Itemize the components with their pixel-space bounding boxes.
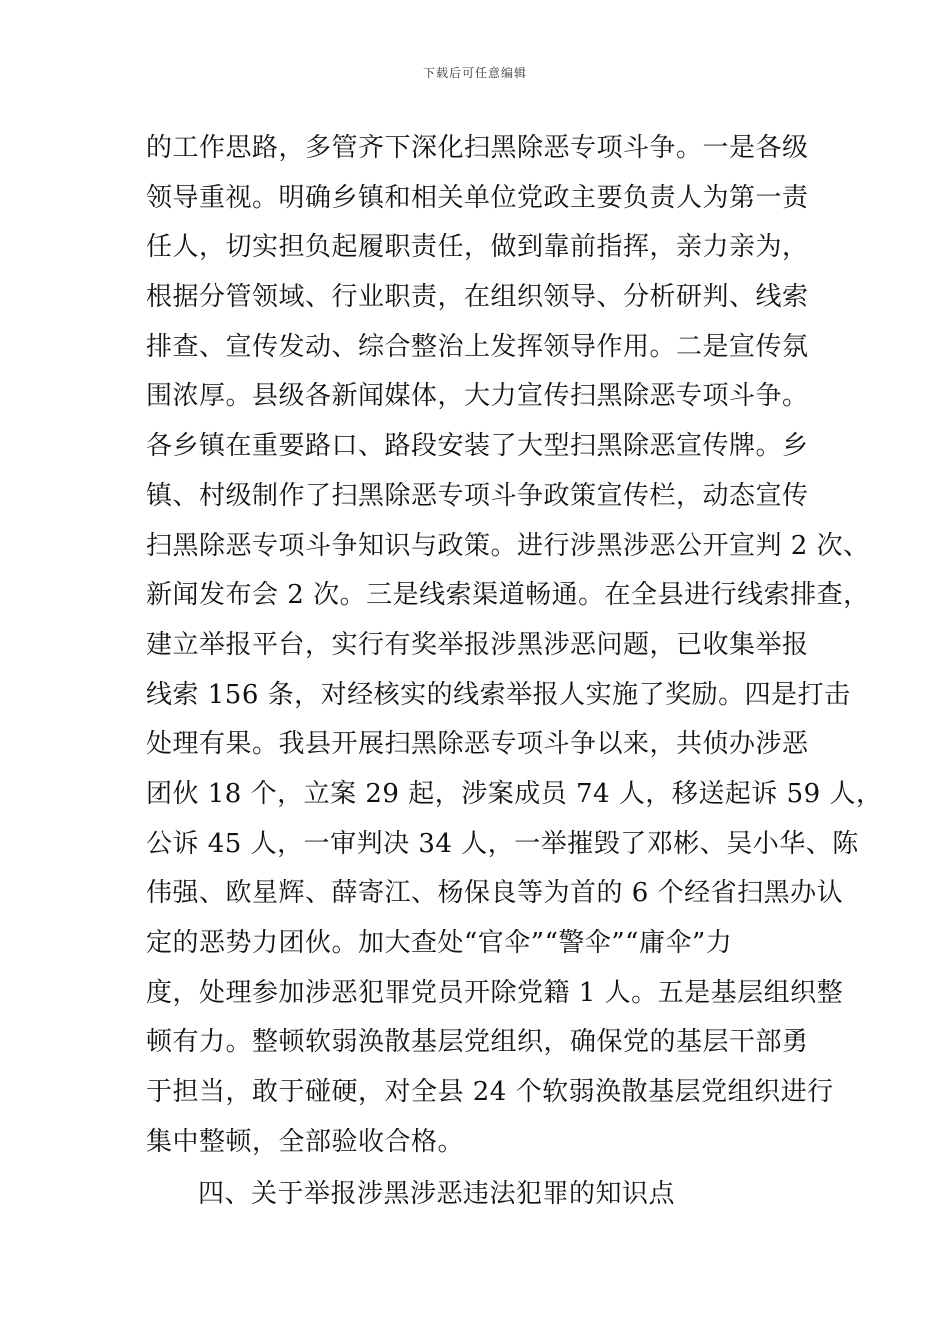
paragraph-line: 建立举报平台，实行有奖举报涉黑涉恶问题，已收集举报 xyxy=(146,629,809,660)
paragraph-line: 顿有力。整顿软弱涣散基层党组织，确保党的基层干部勇 xyxy=(146,1027,809,1058)
paragraph-line: 线索 156 条，对经核实的线索举报人实施了奖励。四是打击 xyxy=(146,679,851,710)
section-heading: 四、关于举报涉黑涉恶违法犯罪的知识点 xyxy=(198,1179,676,1209)
paragraph-line: 公诉 45 人，一审判决 34 人，一举摧毁了邓彬、吴小华、陈 xyxy=(146,828,859,859)
paragraph-line: 各乡镇在重要路口、路段安装了大型扫黑除恶宣传牌。乡 xyxy=(146,431,809,462)
paragraph-line: 伟强、欧星辉、薛寄江、杨保良等为首的 6 个经省扫黑办认 xyxy=(146,878,844,909)
paragraph-line: 扫黑除恶专项斗争知识与政策。进行涉黑涉恶公开宣判 2 次、 xyxy=(146,530,870,561)
paragraph-line: 处理有果。我县开展扫黑除恶专项斗争以来，共侦办涉恶 xyxy=(146,729,809,760)
paragraph-line: 任人，切实担负起履职责任，做到靠前指挥，亲力亲为， xyxy=(146,232,809,263)
body-paragraph xyxy=(146,124,883,1167)
paragraph-line: 新闻发布会 2 次。三是线索渠道畅通。在全县进行线索排查， xyxy=(146,580,870,611)
paragraph-line: 定的恶势力团伙。加大查处“官伞”“警伞”“庸伞”力 xyxy=(146,928,733,958)
paragraph-line: 排查、宣传发动、综合整治上发挥领导作用。二是宣传氛 xyxy=(146,331,809,362)
paragraph-line: 于担当，敢于碰硬，对全县 24 个软弱涣散基层党组织进行 xyxy=(146,1077,834,1108)
page-header: 下载后可任意编辑 xyxy=(422,66,527,80)
paragraph-line: 度，处理参加涉恶犯罪党员开除党籍 1 人。五是基层组织整 xyxy=(146,977,844,1008)
paragraph-line: 镇、村级制作了扫黑除恶专项斗争政策宣传栏，动态宣传 xyxy=(146,480,809,511)
paragraph-line: 的工作思路，多管齐下深化扫黑除恶专项斗争。一是各级 xyxy=(146,133,809,163)
paragraph-line: 领导重视。明确乡镇和相关单位党政主要负责人为第一责 xyxy=(146,182,809,213)
paragraph-line: 围浓厚。县级各新闻媒体，大力宣传扫黑除恶专项斗争。 xyxy=(146,381,809,412)
paragraph-line: 团伙 18 个，立案 29 起，涉案成员 74 人，移送起诉 59 人， xyxy=(146,778,883,809)
paragraph-line: 集中整顿，全部验收合格。 xyxy=(146,1126,465,1157)
paragraph-line: 根据分管领域、行业职责，在组织领导、分析研判、线索 xyxy=(146,282,809,313)
